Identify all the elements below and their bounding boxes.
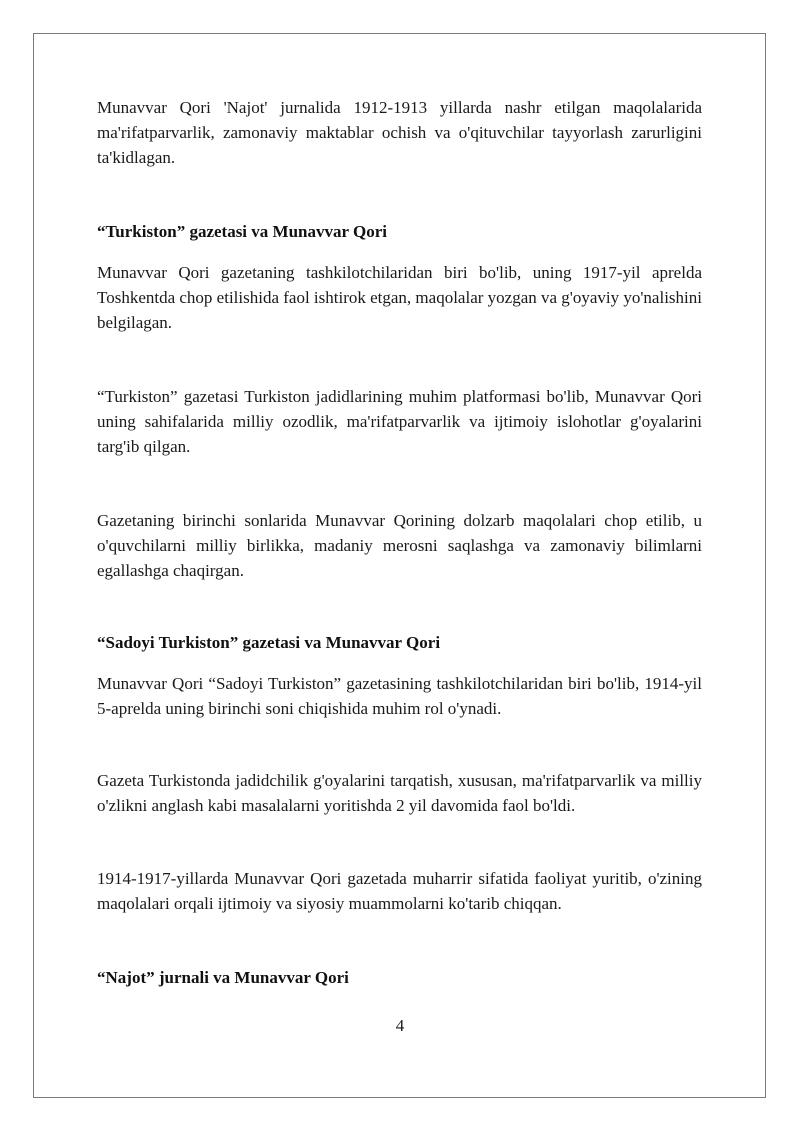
paragraph-turkiston-1: Munavvar Qori gazetaning tashkilotchilaridan biri bo'lib, uning 1917-yil aprelda Toshkentda chop etilishida faol ishtirok etgan, maqolalar yozgan va g'oyaviy yo'nalishini belgilagan. <box>97 263 702 332</box>
page-number: 4 <box>395 1016 405 1035</box>
heading-najot: “Najot” jurnali va Munavvar Qori <box>97 968 349 987</box>
paragraph-turkiston-2: “Turkiston” gazetasi Turkiston jadidlarining muhim platformasi bo'lib, Munavvar Qori uning sahifalarida milliy ozodlik, ma'rifatparvarlik va ijtimoiy islohotlar g'oyalarini targ'ib qilgan. <box>97 387 702 456</box>
paragraph-sadoyi-3: 1914-1917-yillarda Munavvar Qori gazetada muharrir sifatida faoliyat yuritib, o'zining maqolalari orqali ijtimoiy va siyosiy muammolarni ko'tarib chiqqan. <box>97 869 702 913</box>
heading-turkiston: “Turkiston” gazetasi va Munavvar Qori <box>97 222 387 241</box>
paragraph-sadoyi-2: Gazeta Turkistonda jadidchilik g'oyalarini tarqatish, xususan, ma'rifatparvarlik va milliy o'zlikni anglash kabi masalalarni yoritishda 2 yil davomida faol bo'ldi. <box>97 771 702 815</box>
heading-sadoyi-turkiston: “Sadoyi Turkiston” gazetasi va Munavvar Qori <box>97 633 441 652</box>
paragraph-sadoyi-1: Munavvar Qori “Sadoyi Turkiston” gazetasining tashkilotchilaridan biri bo'lib, 1914-yil 5-aprelda uning birinchi soni chiqishida muhim rol o'ynadi. <box>97 674 702 718</box>
paragraph-najot-intro: Munavvar Qori 'Najot' jurnalida 1912-1913 yillarda nashr etilgan maqolalarida ma'rifatparvarlik, zamonaviy maktablar ochish va o'qituvchilar tayyorlash zarurligini ta'kidlagan. <box>97 98 702 167</box>
paragraph-turkiston-3: Gazetaning birinchi sonlarida Munavvar Qorining dolzarb maqolalari chop etilib, u o'quvchilarni milliy birlikka, madaniy merosni saqlashga va zamonaviy bilimlarni egallashga chaqirgan. <box>97 511 702 580</box>
